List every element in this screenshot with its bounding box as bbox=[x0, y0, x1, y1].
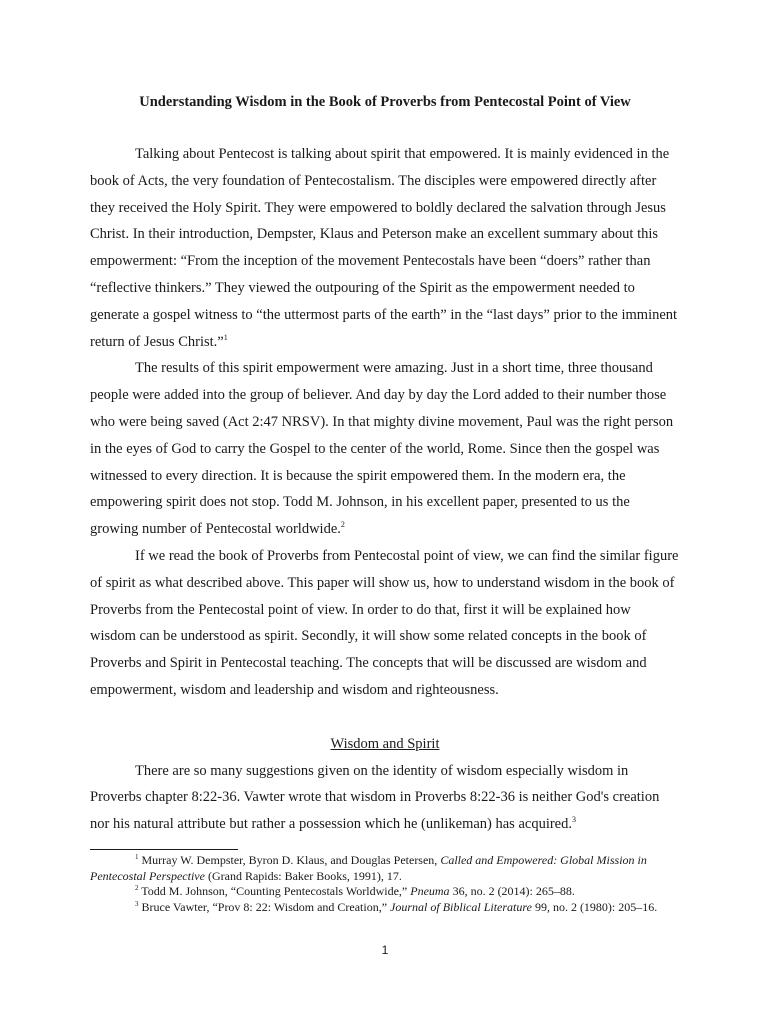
footnotes bbox=[90, 853, 680, 915]
footnote-1 bbox=[90, 853, 680, 884]
footnote-3 bbox=[90, 900, 680, 916]
footnote-ref-1[interactable]: 1 bbox=[223, 332, 228, 342]
paragraph-text: If we read the book of Proverbs from Pentecostal point of view, we can find the similar figure of spirit as what described above. This paper will show us, how to understand wisdom in the book of Proverbs from the Pentecostal point of view. In order to do that, first it will be explained how wisdom can be understood as spirit. Secondly, it will show some related concepts in the book of Proverbs and Spirit in Pentecostal teaching. The concepts that will be discussed are wisdom and empowerment, wisdom and leadership and wisdom and righteousness. bbox=[90, 547, 679, 698]
footnote-ref-3[interactable]: 3 bbox=[571, 815, 576, 825]
document-page bbox=[90, 0, 680, 1024]
paragraph-text: Talking about Pentecost is talking about spirit that empowered. It is mainly evidenced in the book of Acts, the very foundation of Pentecostalism. The disciples were empowered directly after they received the Holy Spirit. They were empowered to boldly declared the salvation through Jesus Christ. In their introduction, Dempster, Klaus and Peterson make an excellent summary about this empowerment: “From the inception of the movement Pentecostals have been “doers” rather than “reflective thinkers.” They viewed the outpouring of the Spirit as the empowerment needed to generate a gospel witness to “the uttermost parts of the earth” in the “last days” prior to the imminent return of Jesus Christ.” bbox=[90, 146, 678, 350]
footnote-number: 2 bbox=[135, 884, 139, 892]
document-title: Understanding Wisdom in the Book of Proverbs from Pentecostal Point of View bbox=[139, 94, 631, 110]
footnote-2 bbox=[90, 884, 680, 900]
footnote-number: 1 bbox=[135, 853, 139, 861]
footnote-number: 3 bbox=[135, 899, 139, 908]
footnote-ref-2[interactable]: 2 bbox=[340, 520, 345, 530]
footnote-text: Todd M. Johnson, “Counting Pentecostals Worldwide,” bbox=[138, 884, 411, 898]
page-number: 1 bbox=[381, 943, 389, 957]
paragraph-3 bbox=[90, 543, 680, 704]
footnote-separator bbox=[90, 849, 238, 850]
paragraph-text: The results of this spirit empowerment were amazing. Just in a short time, three thousand people were added into the group of believer. And day by day the Lord added to their number those who were being saved (Act 2:47 NRSV). In that mighty divine movement, Paul was the right person in the eyes of God to carry the Gospel to the center of the world, Rome. Since then the gospel was witnessed to every direction. It is because the spirit empowered them. In the modern era, the empowering spirit does not stop. Todd M. Johnson, in his excellent paper, presented to us the growing number of Pentecostal worldwide. bbox=[90, 360, 674, 538]
footnote-text: (Grand Rapids: Baker Books, 1991), 17. bbox=[204, 868, 402, 883]
footnote-text: 99, no. 2 (1980): 205–16. bbox=[531, 899, 658, 914]
footnote-title: Called and Empowered: Global Mission in Pentecostal Perspective bbox=[90, 853, 647, 883]
paragraph-1 bbox=[90, 141, 680, 355]
paragraph-text: There are so many suggestions given on the identity of wisdom especially wisdom in Proverbs chapter 8:22-36. Vawter wrote that wisdom in Proverbs 8:22-36 is neither God's creation nor his natural attribute but rather a possession which he (unlikeman) has acquired. bbox=[90, 762, 660, 833]
footnote-text: Bruce Vawter, “Prov 8: 22: Wisdom and Creation,” bbox=[138, 899, 391, 914]
footnote-text: 36, no. 2 (2014): 265–88. bbox=[449, 884, 575, 898]
footnote-title: Journal of Biblical Literature bbox=[390, 899, 532, 914]
section-paragraph bbox=[90, 758, 680, 838]
footnote-text: Murray W. Dempster, Byron D. Klaus, and Douglas Petersen, bbox=[138, 853, 441, 867]
body-text bbox=[90, 141, 680, 838]
paragraph-2 bbox=[90, 355, 680, 543]
section-heading: Wisdom and Spirit bbox=[330, 735, 440, 752]
footnote-title: Pneuma bbox=[410, 884, 450, 898]
